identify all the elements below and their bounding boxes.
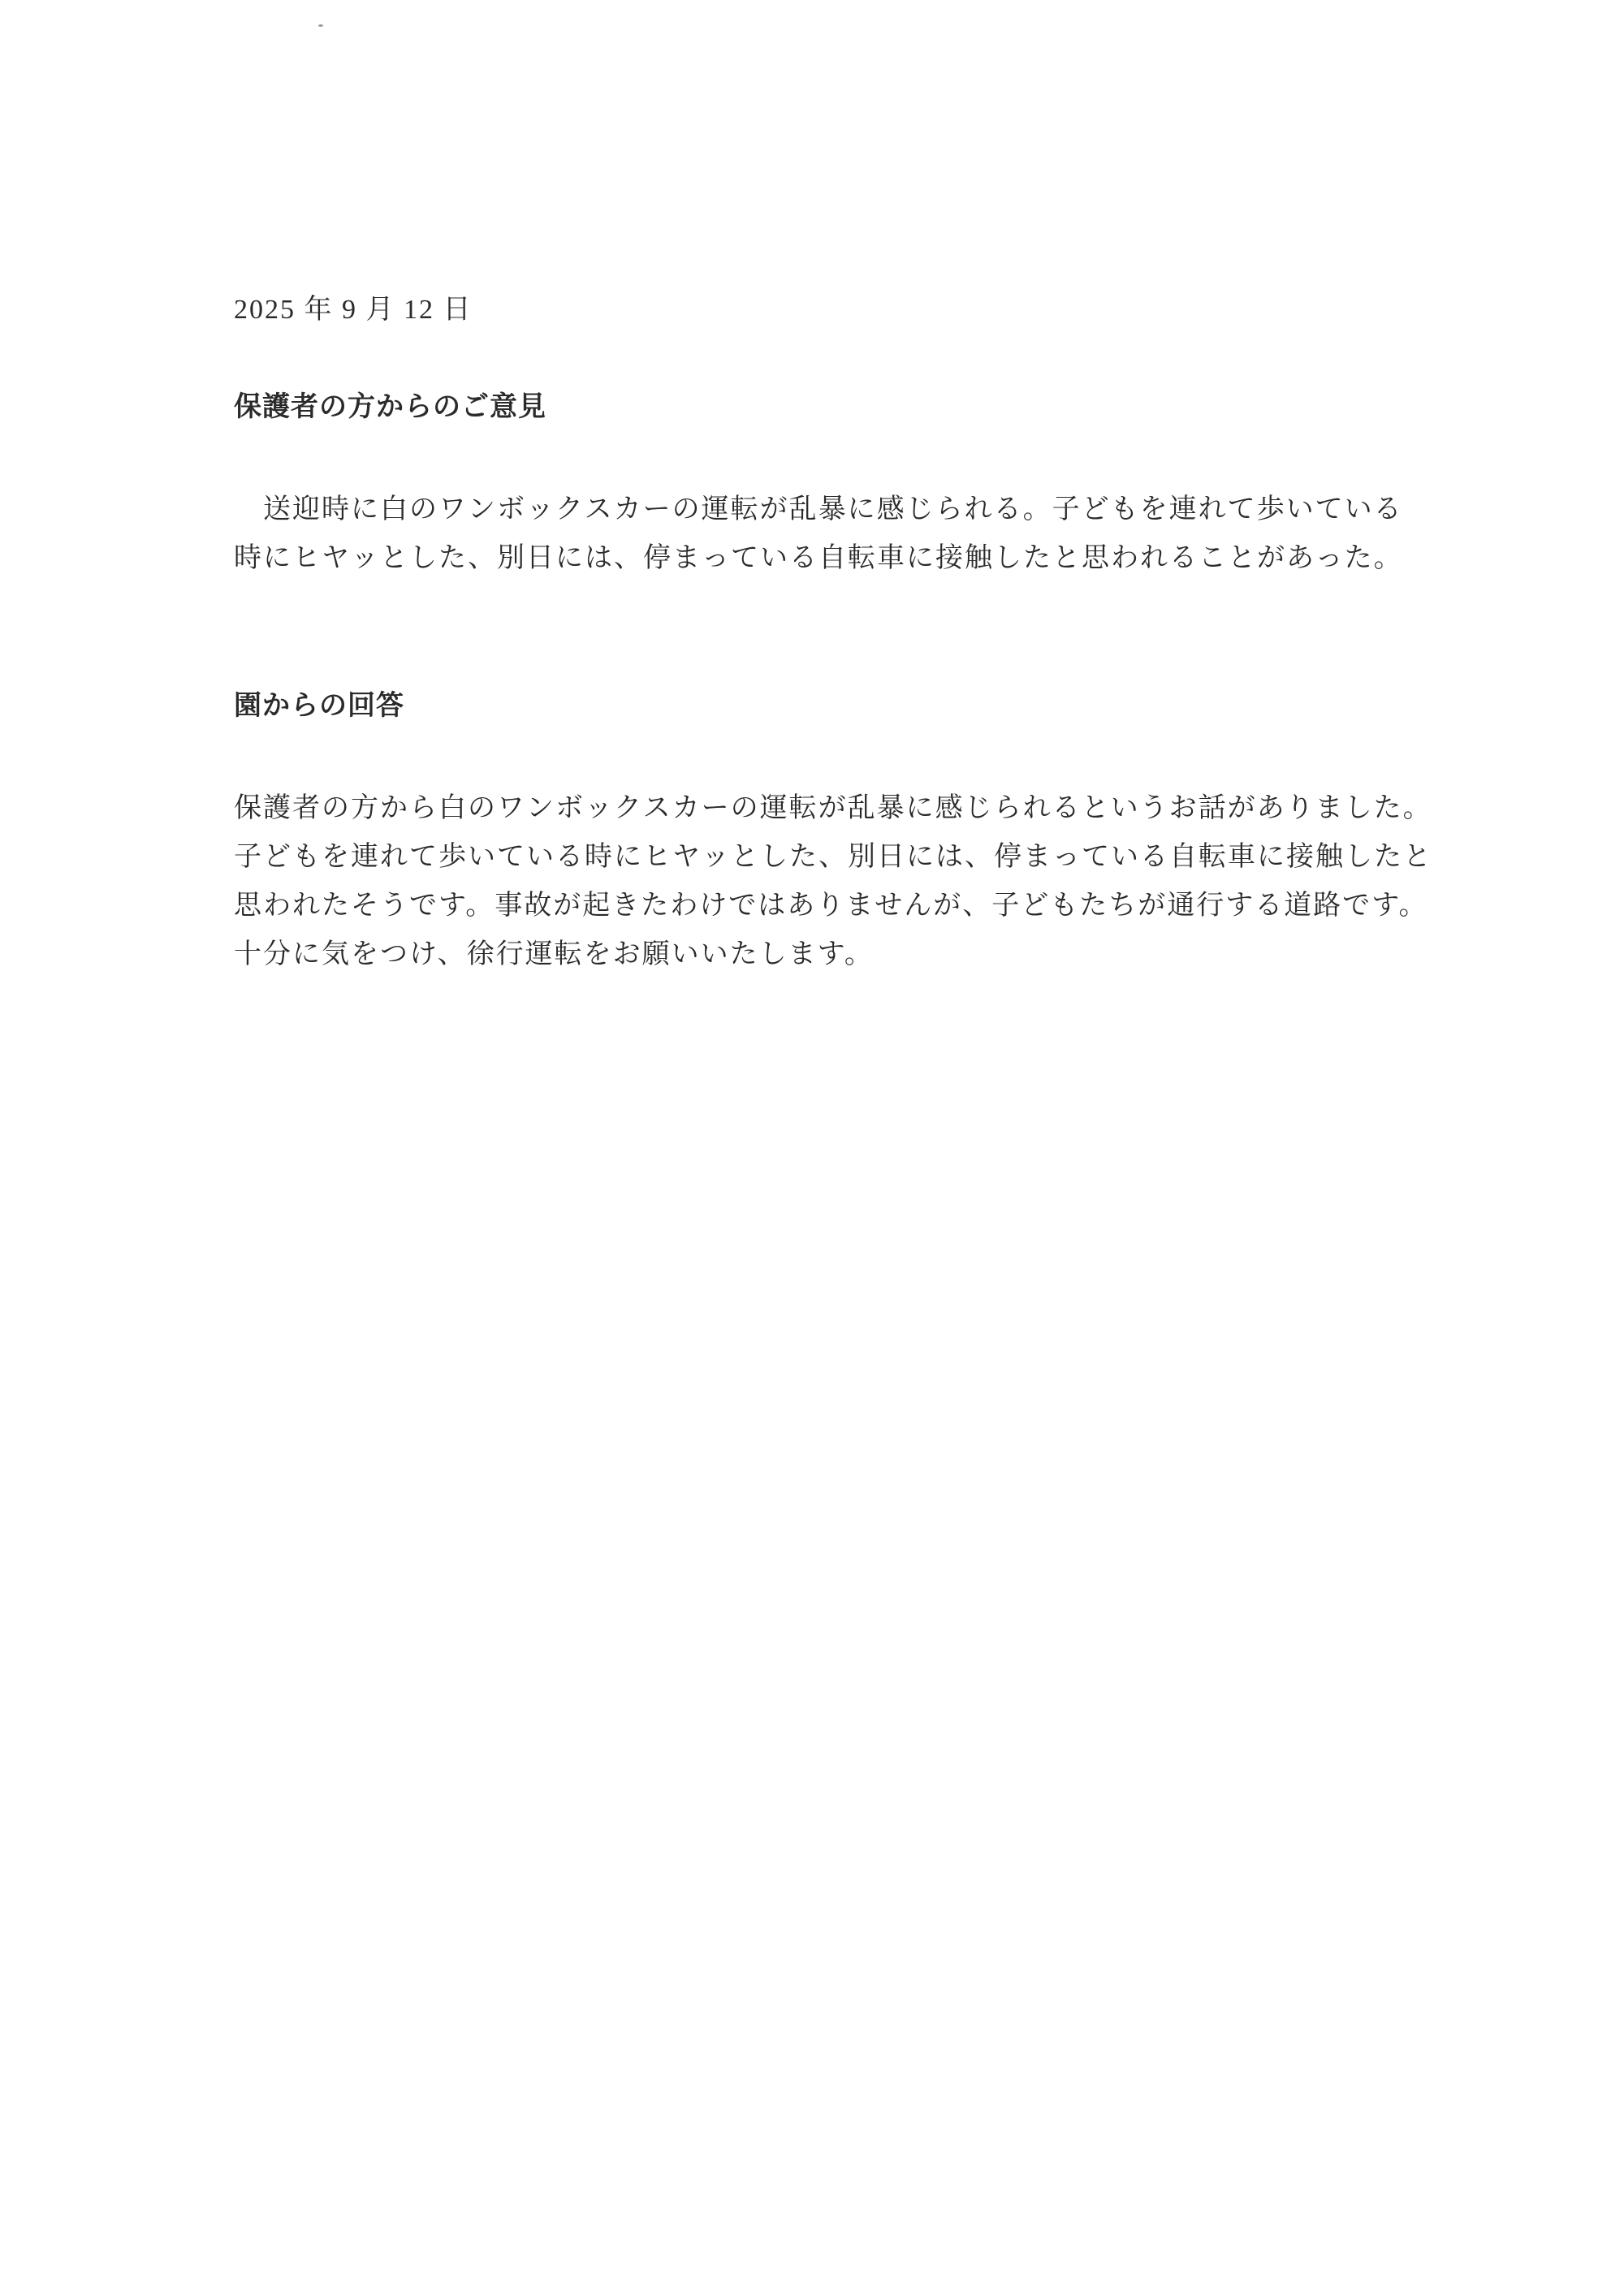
reply-line: 子どもを連れて歩いている時にヒヤッとした、別日には、停まっている自転車に接触したと: [234, 842, 1432, 872]
reply-line: 保護者の方から白のワンボックスカーの運転が乱暴に感じられるというお話がありました。: [234, 793, 1432, 823]
reply-line: 十分に気をつけ、徐行運転をお願いいたします。: [234, 939, 874, 969]
opinion-heading-block: [234, 383, 1452, 432]
opinion-line: 時にヒヤッとした、別日には、停まっている自転車に接触したと思われることがあった。: [234, 543, 1403, 573]
date-block: [234, 286, 1452, 334]
opinion-heading: 保護者の方からのご意見: [234, 392, 546, 422]
reply-line: 思われたそうです。事故が起きたわけではありませんが、子どもたちが通行する道路です。: [234, 891, 1428, 921]
reply-body: [234, 784, 1452, 979]
opinion-line: 送迎時に白のワンボックスカーの運転が乱暴に感じられる。子どもを連れて歩いている: [263, 494, 1403, 524]
document-date: 2025 年 9 月 12 日: [234, 295, 473, 325]
opinion-body: [234, 486, 1452, 583]
scan-speck: [318, 24, 323, 27]
reply-heading-block: [234, 682, 1452, 731]
reply-heading: 園からの回答: [234, 691, 404, 721]
